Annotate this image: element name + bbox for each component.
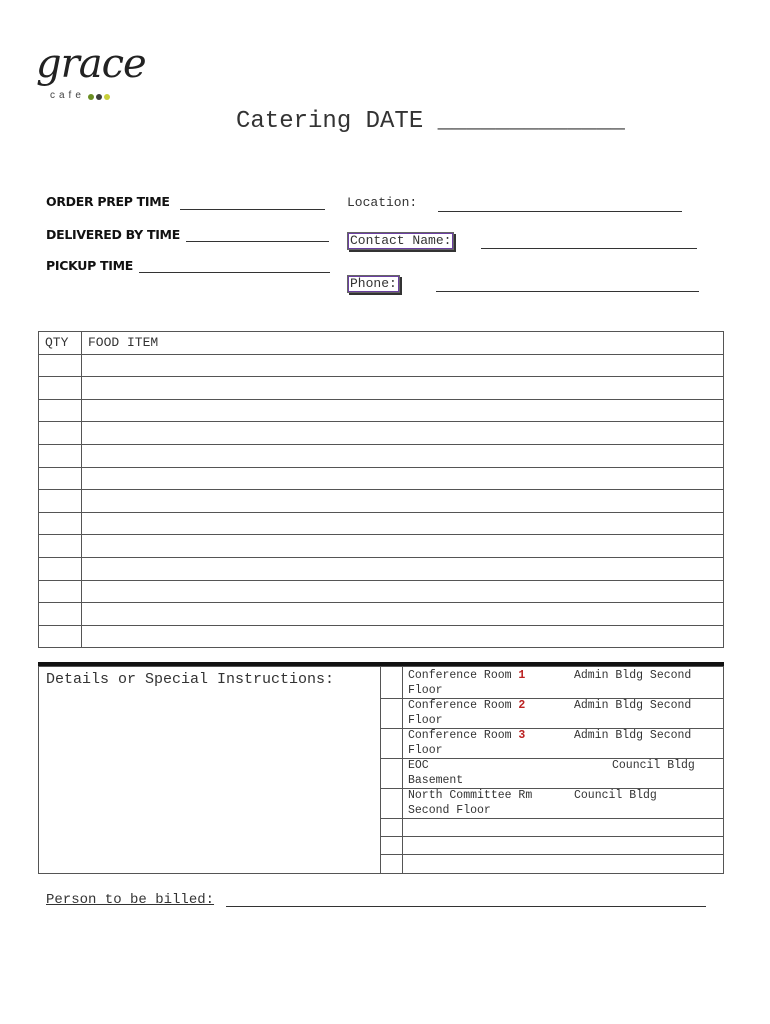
food-item-cell[interactable] bbox=[82, 377, 724, 400]
table-row bbox=[39, 399, 724, 422]
table-row bbox=[39, 467, 724, 490]
qty-cell[interactable] bbox=[39, 580, 82, 603]
bldg-conference-1: Admin Bldg Second bbox=[574, 669, 692, 682]
room-checkbox-conference-3[interactable] bbox=[381, 729, 402, 758]
bldg-conference-3: Admin Bldg Second bbox=[574, 729, 692, 742]
cafe-logo-subtitle: cafe bbox=[50, 90, 85, 101]
qty-cell[interactable] bbox=[39, 467, 82, 490]
pickup-time-field[interactable] bbox=[139, 272, 330, 273]
food-item-cell[interactable] bbox=[82, 580, 724, 603]
food-item-cell[interactable] bbox=[82, 467, 724, 490]
food-item-cell[interactable] bbox=[82, 354, 724, 377]
food-item-cell[interactable] bbox=[82, 603, 724, 626]
phone-field[interactable] bbox=[436, 291, 699, 292]
room-eoc: EOC Basement bbox=[408, 759, 464, 787]
table-header-row bbox=[39, 332, 724, 355]
food-item-cell[interactable] bbox=[82, 399, 724, 422]
room-conference-3: Conference Room 3 Floor bbox=[408, 729, 526, 757]
location-label: Location: bbox=[347, 195, 418, 210]
room-checkbox-conference-1[interactable] bbox=[381, 667, 402, 698]
delivered-by-time-label: DELIVERED BY TIME bbox=[46, 227, 180, 242]
room-checkbox-conference-2[interactable] bbox=[381, 699, 402, 728]
qty-cell[interactable] bbox=[39, 399, 82, 422]
room-north-committee: North Committee Rm Second Floor bbox=[408, 789, 533, 817]
room-checkbox-north-committee[interactable] bbox=[381, 789, 402, 818]
grace-logo-wordmark: grace bbox=[36, 41, 146, 87]
qty-cell[interactable] bbox=[39, 557, 82, 580]
table-row bbox=[39, 625, 724, 648]
room-conference-2: Conference Room 2 Floor bbox=[408, 699, 526, 727]
qty-cell[interactable] bbox=[39, 603, 82, 626]
qty-cell[interactable] bbox=[39, 490, 82, 513]
contact-name-label: Contact Name: bbox=[347, 232, 454, 250]
qty-header: QTY bbox=[39, 332, 82, 355]
food-order-table bbox=[38, 331, 724, 648]
table-row bbox=[39, 535, 724, 558]
food-item-cell[interactable] bbox=[82, 535, 724, 558]
qty-cell[interactable] bbox=[39, 535, 82, 558]
qty-cell[interactable] bbox=[39, 377, 82, 400]
table-row bbox=[39, 490, 724, 513]
logo-dot-yellow bbox=[104, 94, 110, 100]
food-item-cell[interactable] bbox=[82, 625, 724, 648]
details-label: Details or Special Instructions: bbox=[46, 671, 335, 688]
room-row-line bbox=[380, 836, 724, 837]
order-prep-time-label: ORDER PREP TIME bbox=[46, 194, 170, 209]
pickup-time-label: PICKUP TIME bbox=[46, 258, 133, 273]
qty-cell[interactable] bbox=[39, 512, 82, 535]
table-row bbox=[39, 422, 724, 445]
food-item-cell[interactable] bbox=[82, 422, 724, 445]
table-row bbox=[39, 580, 724, 603]
qty-cell[interactable] bbox=[39, 625, 82, 648]
phone-label: Phone: bbox=[347, 275, 400, 293]
room-row-line bbox=[380, 818, 724, 819]
food-item-header: FOOD ITEM bbox=[82, 332, 724, 355]
table-row bbox=[39, 444, 724, 467]
food-item-cell[interactable] bbox=[82, 557, 724, 580]
order-prep-time-field[interactable] bbox=[180, 209, 325, 210]
qty-cell[interactable] bbox=[39, 422, 82, 445]
location-field[interactable] bbox=[438, 211, 682, 212]
qty-cell[interactable] bbox=[39, 354, 82, 377]
logo-dot-green bbox=[88, 94, 94, 100]
food-item-cell[interactable] bbox=[82, 444, 724, 467]
person-billed-field[interactable] bbox=[226, 906, 706, 907]
contact-name-field[interactable] bbox=[481, 248, 697, 249]
qty-cell[interactable] bbox=[39, 444, 82, 467]
food-item-cell[interactable] bbox=[82, 512, 724, 535]
room-row-line bbox=[380, 854, 724, 855]
table-row bbox=[39, 557, 724, 580]
table-row bbox=[39, 603, 724, 626]
logo-dot-dark bbox=[96, 94, 102, 100]
bldg-north-committee: Council Bldg bbox=[574, 789, 657, 802]
table-row bbox=[39, 377, 724, 400]
room-conference-1: Conference Room 1 Floor bbox=[408, 669, 526, 697]
bldg-conference-2: Admin Bldg Second bbox=[574, 699, 692, 712]
date-blank[interactable]: _____________ bbox=[437, 108, 625, 135]
table-row bbox=[39, 354, 724, 377]
room-checkbox-eoc[interactable] bbox=[381, 759, 402, 788]
food-item-cell[interactable] bbox=[82, 490, 724, 513]
page-title: Catering DATE _____________ bbox=[236, 108, 625, 135]
delivered-by-time-field[interactable] bbox=[186, 241, 329, 242]
bldg-eoc: Council Bldg bbox=[612, 759, 695, 772]
person-billed-label: Person to be billed: bbox=[46, 892, 215, 908]
table-row bbox=[39, 512, 724, 535]
